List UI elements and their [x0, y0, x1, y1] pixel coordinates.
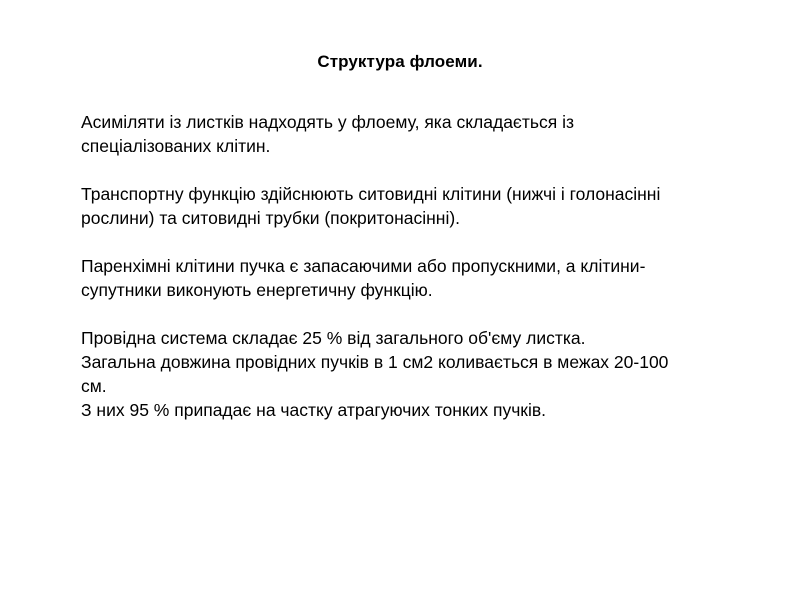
text-line: см. [81, 376, 107, 396]
text-line: Асиміляти із листків надходять у флоему, яка складається із [81, 112, 574, 132]
paragraph-assimilates [81, 110, 761, 158]
text-line: рослини) та ситовидні трубки (покритонасінні). [81, 208, 461, 228]
text-line: Паренхімні клітини пучка є запасаючими або пропускними, а клітини- [81, 256, 646, 276]
text-line: Провідна система складає 25 % від загального об'єму листка. [81, 328, 586, 348]
paragraph-parenchyma-cells [81, 254, 761, 302]
text-line: Транспортну функцію здійснюють ситовидні клітини (нижчі і голонасінні [81, 184, 661, 204]
slide-title: Структура флоеми. [317, 52, 483, 71]
text-line: супутники виконують енергетичну функцію. [81, 280, 433, 300]
text-line: Загальна довжина провідних пучків в 1 см2 коливається в межах 20-100 [81, 352, 669, 372]
paragraph-transport-function [81, 182, 761, 230]
text-line: З них 95 % припадає на частку атрагуючих тонких пучків. [81, 400, 547, 420]
text-line: спеціалізованих клітин. [81, 136, 271, 156]
paragraph-conducting-system [81, 326, 761, 422]
slide-body [81, 110, 761, 422]
